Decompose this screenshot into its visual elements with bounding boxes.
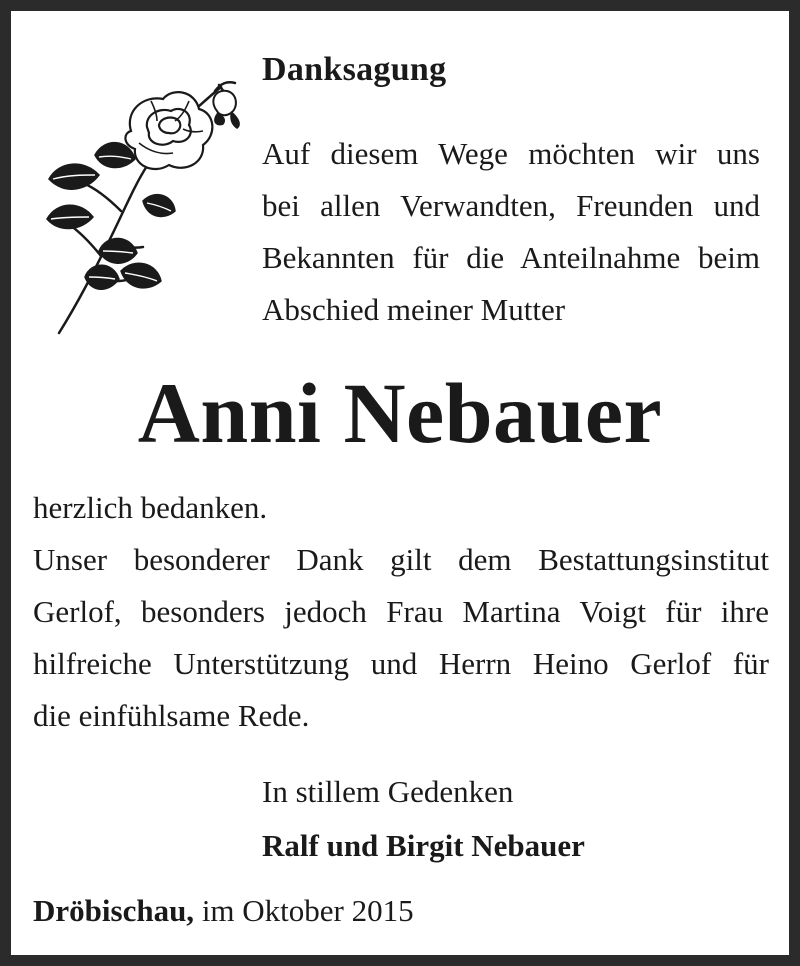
body-line: Unser besonderer Dank gilt dem Bestattungsinstitut [33, 542, 769, 577]
deceased-name: Anni Nebauer [137, 365, 663, 461]
date-text: im Oktober 2015 [201, 893, 414, 928]
body-text [33, 482, 769, 742]
intro-line: bei allen Verwandten, Freunden und [262, 188, 760, 223]
intro-text [262, 128, 760, 336]
rose-icon [39, 71, 259, 341]
intro-line: Auf diesem Wege möchten wir uns [262, 136, 760, 171]
place-date [33, 893, 414, 929]
body-line: hilfreiche Unterstützung und Herrn Heino Gerlof für [33, 646, 769, 681]
body-line: Gerlof, besonders jedoch Frau Martina Voigt für ihre [33, 594, 769, 629]
intro-line: Bekannten für die Anteilnahme beim [262, 240, 760, 275]
heading-title: Danksagung [262, 51, 447, 88]
place-name: Dröbischau, [33, 893, 195, 928]
body-line: herzlich bedanken. [33, 490, 268, 525]
body-line: die einfühlsame Rede. [33, 698, 310, 733]
signature: Ralf und Birgit Nebauer [262, 828, 585, 863]
closing-block [262, 765, 585, 873]
closing-greeting: In stillem Gedenken [262, 774, 514, 809]
intro-line: Abschied meiner Mutter [262, 292, 566, 327]
